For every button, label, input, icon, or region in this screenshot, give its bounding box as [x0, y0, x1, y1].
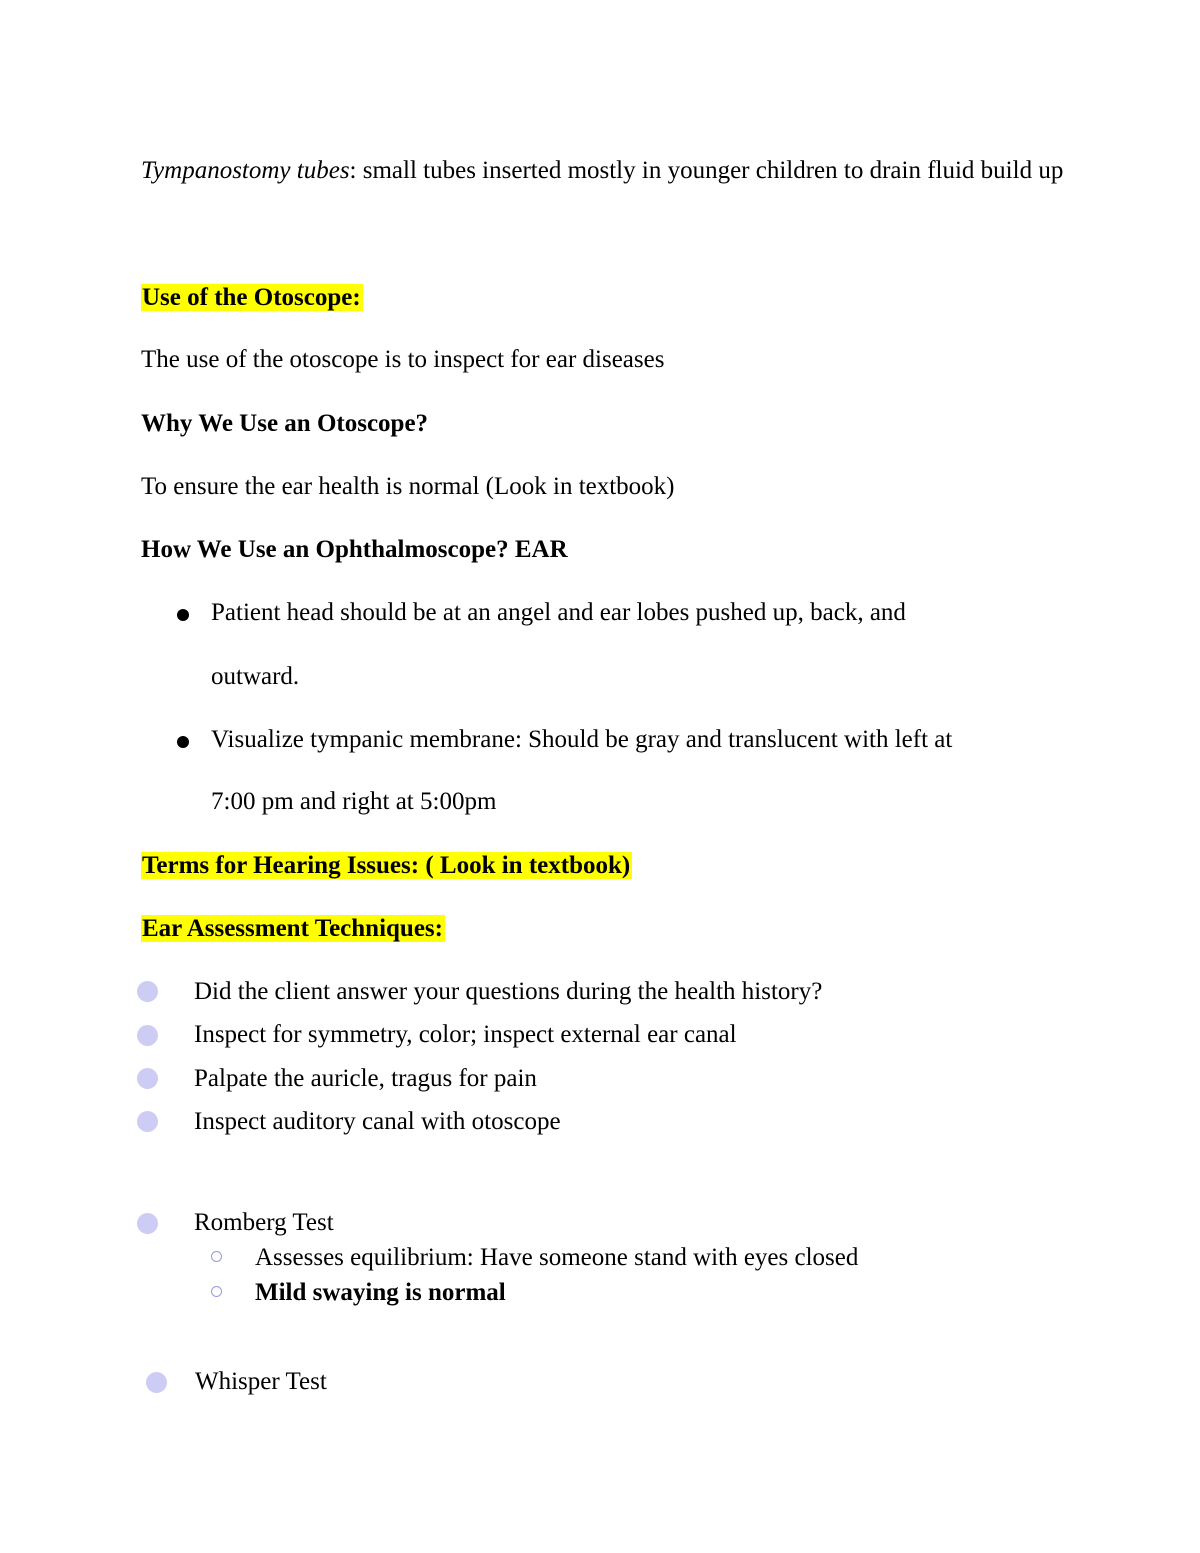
- otoscope-use-text: The use of the otoscope is to inspect for ear diseases: [141, 346, 665, 373]
- assessment-item-1: Did the client answer your questions during the health history?: [194, 978, 823, 1005]
- list-bullet-icon: [137, 1111, 158, 1132]
- list-bullet-icon: [137, 1068, 158, 1089]
- sub-bullet-icon: [211, 1286, 222, 1297]
- bullet-dot-icon: [177, 609, 189, 621]
- hearing-terms-heading: Terms for Hearing Issues: ( Look in textbook): [142, 852, 631, 879]
- romberg-sub-1: Assesses equilibrium: Have someone stand with eyes closed: [255, 1244, 859, 1271]
- how-bullet-2-line1: Visualize tympanic membrane: Should be gray and translucent with left at: [211, 726, 953, 753]
- romberg-sub-2: Mild swaying is normal: [255, 1279, 506, 1306]
- list-bullet-icon: [137, 981, 158, 1002]
- how-bullet-1-line1: Patient head should be at an angel and ear lobes pushed up, back, and: [211, 599, 906, 626]
- list-bullet-icon: [137, 1025, 158, 1046]
- how-heading: How We Use an Ophthalmoscope? EAR: [141, 536, 568, 563]
- why-heading: Why We Use an Otoscope?: [141, 410, 429, 437]
- assessment-heading: Ear Assessment Techniques:: [142, 915, 443, 942]
- why-text: To ensure the ear health is normal (Look in textbook): [141, 473, 675, 500]
- romberg-label: Romberg Test: [194, 1209, 334, 1236]
- intro-term: Tympanostomy tubes: [141, 157, 350, 184]
- intro-definition: : small tubes inserted mostly in younger children to drain fluid build up: [349, 157, 1064, 184]
- otoscope-heading: Use of the Otoscope:: [142, 284, 361, 311]
- assessment-item-2: Inspect for symmetry, color; inspect external ear canal: [194, 1021, 737, 1048]
- how-bullet-2-line2: 7:00 pm and right at 5:00pm: [211, 788, 497, 815]
- assessment-item-3: Palpate the auricle, tragus for pain: [194, 1065, 537, 1092]
- list-bullet-icon: [146, 1372, 167, 1393]
- how-bullet-1-line2: outward.: [211, 663, 300, 690]
- list-bullet-icon: [137, 1213, 158, 1234]
- intro-paragraph: [141, 155, 1071, 187]
- bullet-dot-icon: [177, 736, 189, 748]
- assessment-item-4: Inspect auditory canal with otoscope: [194, 1108, 561, 1135]
- sub-bullet-icon: [211, 1251, 222, 1262]
- whisper-label: Whisper Test: [195, 1368, 327, 1395]
